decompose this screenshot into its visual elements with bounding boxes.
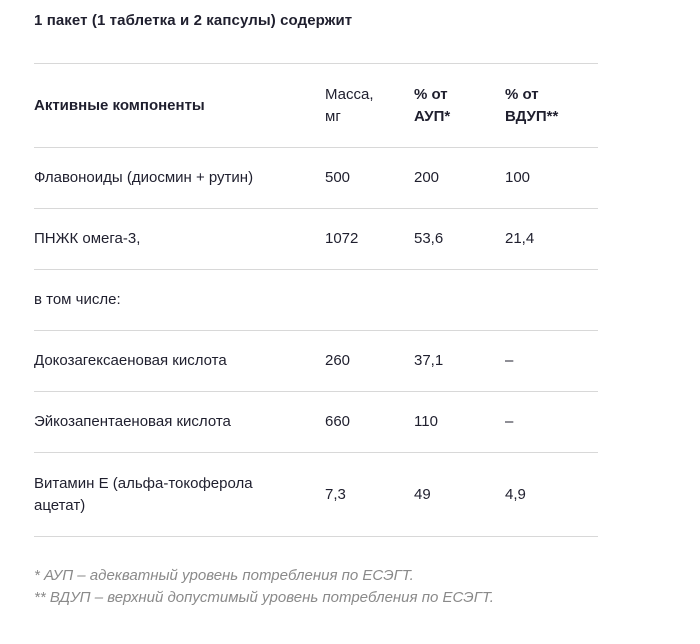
- cell-mass: 660: [325, 392, 414, 453]
- cell-mass: 1072: [325, 209, 414, 270]
- cell-mass: 7,3: [325, 453, 414, 537]
- table-row: [34, 209, 598, 270]
- cell-vdup: [505, 270, 598, 331]
- cell-mass: 500: [325, 148, 414, 209]
- header-aup: % от АУП*: [414, 64, 505, 148]
- cell-component: в том числе:: [34, 270, 325, 331]
- cell-mass: [325, 270, 414, 331]
- cell-aup: 110: [414, 392, 505, 453]
- header-component: Активные компоненты: [34, 64, 325, 148]
- footnote-vdup: ** ВДУП – верхний допустимый уровень потребления по ЕСЭГТ.: [34, 589, 494, 606]
- cell-aup: 200: [414, 148, 505, 209]
- components-table: [34, 63, 598, 537]
- cell-vdup: –: [505, 331, 598, 392]
- cell-vdup: 100: [505, 148, 598, 209]
- cell-component: Докозагексаеновая кислота: [34, 331, 325, 392]
- cell-vdup: –: [505, 392, 598, 453]
- table-row: [34, 453, 598, 537]
- cell-aup: 37,1: [414, 331, 505, 392]
- table-row: [34, 392, 598, 453]
- cell-mass: 260: [325, 331, 414, 392]
- footnote-aup: * АУП – адекватный уровень потребления по ЕСЭГТ.: [34, 567, 414, 584]
- table-row: [34, 331, 598, 392]
- cell-component: ПНЖК омега-3,: [34, 209, 325, 270]
- cell-aup: 53,6: [414, 209, 505, 270]
- cell-aup: [414, 270, 505, 331]
- header-vdup: % от ВДУП**: [505, 64, 598, 148]
- table-row: [34, 270, 598, 331]
- cell-component: Эйкозапентаеновая кислота: [34, 392, 325, 453]
- cell-aup: 49: [414, 453, 505, 537]
- cell-component: Флавоноиды (диосмин + рутин): [34, 148, 325, 209]
- header-mass: Масса, мг: [325, 64, 414, 148]
- cell-vdup: 4,9: [505, 453, 598, 537]
- table-header-row: [34, 64, 598, 148]
- cell-vdup: 21,4: [505, 209, 598, 270]
- cell-component: Витамин Е (альфа-токоферола ацетат): [34, 453, 325, 537]
- section-title: 1 пакет (1 таблетка и 2 капсулы) содержит: [34, 12, 353, 29]
- footnotes: [34, 565, 494, 609]
- table-row: [34, 148, 598, 209]
